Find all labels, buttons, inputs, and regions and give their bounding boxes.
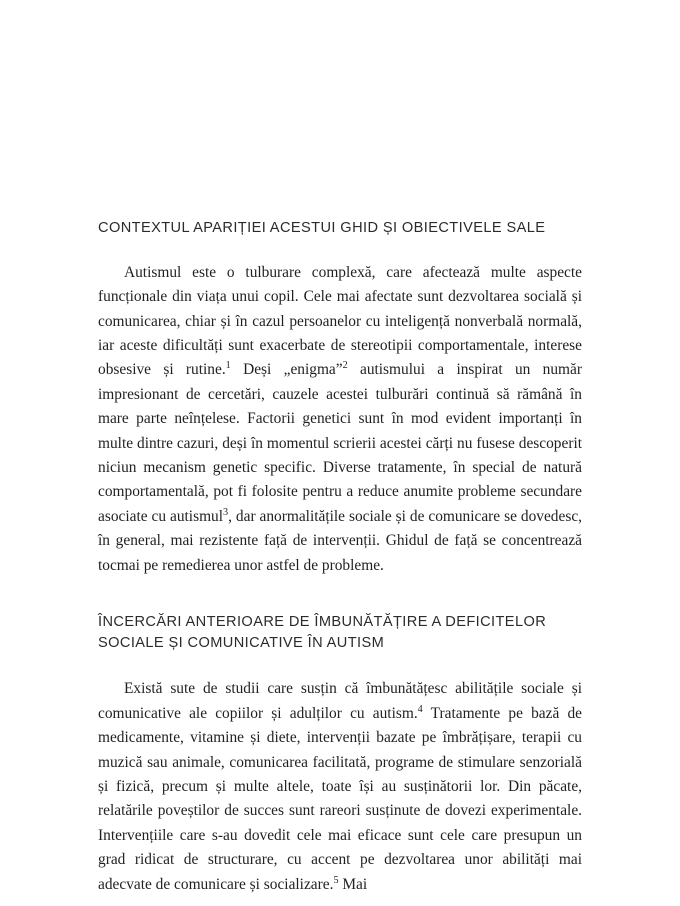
- paragraph-text-part: Deși „enigma”: [230, 361, 343, 379]
- section-heading-context: CONTEXTUL APARIȚIEI ACESTUI GHID ȘI OBIECTIVELE SALE: [98, 220, 546, 236]
- section-heading-previous-attempts: ÎNCERCĂRI ANTERIOARE DE ÎMBUNĂTĂȚIRE A DEFICITELOR SOCIALE ȘI COMUNICATIVE ÎN AUTISM: [98, 614, 547, 651]
- footnote-marker-3: 3: [223, 506, 229, 518]
- paragraph-text-part: Există sute de studii care susțin că îmbunătățesc abilitățile sociale și comunicative ale copiilor și adulților cu autism.: [98, 680, 582, 722]
- footnote-marker-1: 1: [225, 360, 231, 372]
- footnote-marker-2: 2: [342, 360, 348, 372]
- paragraph-context: [98, 261, 582, 578]
- paragraph-text-part: Tratamente pe bază de medicamente, vitamine și diete, intervenții bazate pe îmbrățișare, terapii cu muzică sau animale, comunicarea facilitată, programe de stimulare senzorială și fizică, precum și multe altele, toate își au susținătorii lor. Din păcate, relatările poveștilor de succes sunt rareori susținute de dovezi experimentale. Intervențiile care s-au dovedit cele mai eficace sunt cele care presupun un grad ridicat de structurare, cu accent pe dezvoltarea unor abilități mai adecvate de comunicare și socializare.: [98, 704, 582, 893]
- footnote-marker-5: 5: [333, 874, 339, 886]
- footnote-marker-4: 4: [417, 703, 423, 715]
- paragraph-previous-attempts: [98, 677, 582, 897]
- paragraph-text-part: autismului a inspirat un număr impresionant de cercetări, cauzele acestei tulburări continuă să rămână în mare parte neînțelese. Factorii genetici sunt în mod evident importanți în multe dintre cazuri, deși în momentul scrierii acestei cărți nu fusese descoperit niciun mecanism genetic specific. Diverse tratamente, în special de natură comportamentală, pot fi folosite pentru a reduce anumite probleme secundare asociate cu autismul: [98, 361, 582, 525]
- paragraph-text-part: Mai: [338, 875, 368, 893]
- paragraph-text-part: Autismul este o tulburare complexă, care afectează multe aspecte funcționale din viața unui copil. Cele mai afectate sunt dezvoltarea socială și comunicarea, chiar și în cazul persoanelor cu inteligență nonverbală normală, iar aceste dificultăți sunt exacerbate de stereotipii comportamentale, interese obsesive și rutine.: [98, 263, 582, 379]
- paragraph-text-part: , dar anormalitățile sociale și de comunicare se dovedesc, în general, mai rezistente față de intervenții. Ghidul de față se concentrează tocmai pe remedierea unor astfel de probleme.: [98, 507, 582, 574]
- text-column: [98, 218, 582, 897]
